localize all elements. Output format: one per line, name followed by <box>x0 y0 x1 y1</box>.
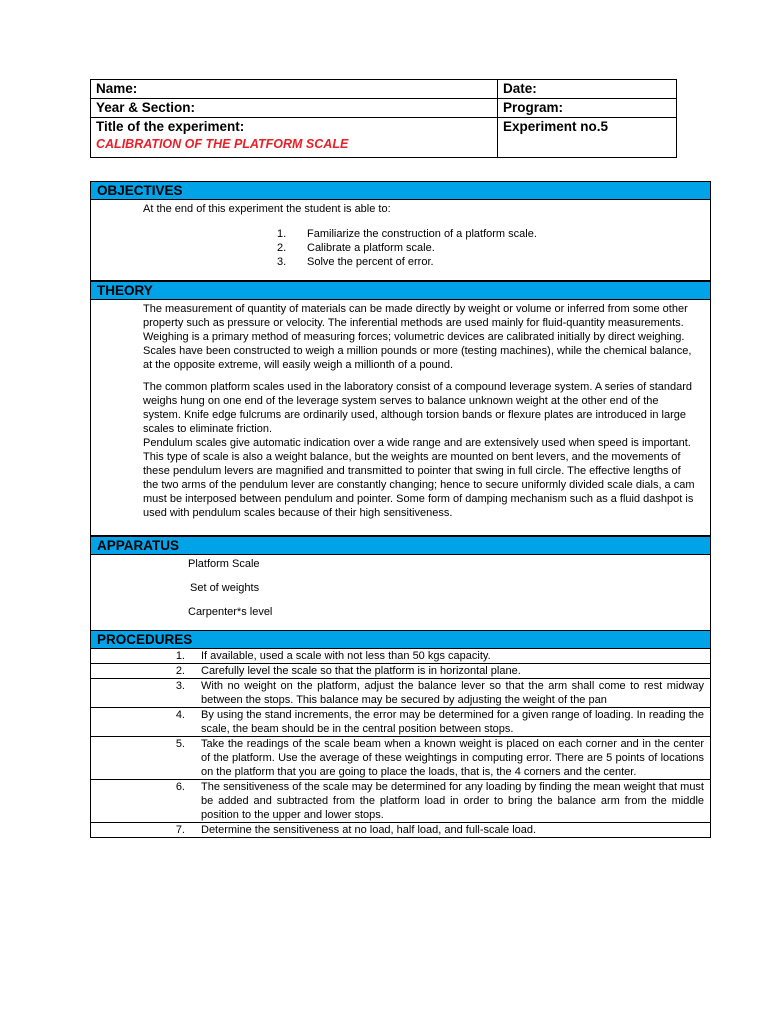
objective-item: 2. Calibrate a platform scale. <box>277 242 435 254</box>
title-cell <box>91 118 498 158</box>
procedure-step: 5. Take the readings of the scale beam when a known weight is placed on each corner and in the center of the platform. Use the average of these weightings in computing error. There are 5 points of locations on the platform that you are going to place the loads, that is, the 4 corners and the center. <box>91 736 710 779</box>
apparatus-item: Carpenter*s level <box>188 606 273 618</box>
procedures-heading: PROCEDURES <box>91 631 710 649</box>
theory-heading: THEORY <box>91 282 710 300</box>
theory-paragraph: The measurement of quantity of materials can be made directly by weight or volume or inferred from some other property such as pressure or velocity. The inferential methods are used mainly for fluid-quantity measurements. Weighing is a primary method of measuring forces; volumetric devices are calibrated initially by direct weighing. Scales have been constructed to weigh a million pounds or more (testing machines), while the chemical balance, at the opposite extreme, will easily weigh a millionth of a pound. <box>143 303 692 371</box>
apparatus-heading: APPARATUS <box>91 537 710 555</box>
date-label: Date: <box>503 81 537 96</box>
apparatus-section <box>90 536 711 636</box>
procedure-step: 2. Carefully level the scale so that the platform is in horizontal plane. <box>91 663 710 678</box>
objective-item: 3. Solve the percent of error. <box>277 256 434 268</box>
program-cell <box>498 99 677 118</box>
apparatus-item: Platform Scale <box>188 558 260 570</box>
year-section-cell <box>91 99 498 118</box>
procedures-list <box>91 649 710 837</box>
objective-item: 1. Familiarize the construction of a platform scale. <box>277 228 537 240</box>
name-label: Name: <box>96 81 138 96</box>
experiment-no-label: Experiment no.5 <box>503 119 609 134</box>
procedure-step: 4. By using the stand increments, the error may be determined for a given range of loading. In reading the scale, the beam should be in the central position between stops. <box>91 707 710 736</box>
objectives-heading: OBJECTIVES <box>91 182 710 200</box>
theory-section <box>90 281 711 536</box>
theory-paragraph: The common platform scales used in the laboratory consist of a compound leverage system. A series of standard weighs hung on one end of the leverage system serves to balance unknown weight at the other end of the system. Knife edge fulcrums are ordinarily used, although torsion bands or flexure plates are introduced in large scales to eliminate friction. <box>143 381 693 435</box>
name-cell <box>91 80 498 99</box>
procedure-step: 6. The sensitiveness of the scale may be determined for any loading by finding the mean weight that must be added and subtracted from the platform load in order to bring the balance arm from the middle position to the upper and lower stops. <box>91 779 710 822</box>
program-label: Program: <box>503 100 564 115</box>
procedure-step: 1. If available, used a scale with not less than 50 kgs capacity. <box>175 650 491 662</box>
year-section-label: Year & Section: <box>96 100 196 115</box>
header-table <box>90 79 677 158</box>
procedure-step: 7. Determine the sensitiveness at no load, half load, and full-scale load. <box>91 822 710 837</box>
apparatus-item: Set of weights <box>190 582 260 594</box>
experiment-title: CALIBRATION OF THE PLATFORM SCALE <box>96 137 349 151</box>
procedures-section <box>90 630 711 838</box>
date-cell <box>498 80 677 99</box>
title-label: Title of the experiment: <box>96 119 245 134</box>
theory-paragraph: Pendulum scales give automatic indication over a wide range and are extensively used when speed is important. This type of scale is also a weight balance, but the weights are mounted on bent levers, and the movements of these pendulum levers are magnified and transmitted to pointer that swing in full circle. The effective lengths of the two arms of the pendulum lever are constantly changing; hence to secure uniformly divided scale dials, a cam must be interposed between pendulum and pointer. Some form of damping mechanism such as a fluid dashpot is used with pendulum scales because of their high sensitiveness. <box>143 437 695 519</box>
objectives-list <box>91 227 710 269</box>
objectives-section <box>90 181 711 281</box>
theory-content <box>91 300 710 520</box>
procedure-step: 3. With no weight on the platform, adjust the balance lever so that the arm shall come to rest midway between the stops. This balance may be secured by adjusting the weight of the pan <box>91 678 710 707</box>
objectives-intro: At the end of this experiment the student is able to: <box>143 203 391 215</box>
experiment-no-cell <box>498 118 677 158</box>
